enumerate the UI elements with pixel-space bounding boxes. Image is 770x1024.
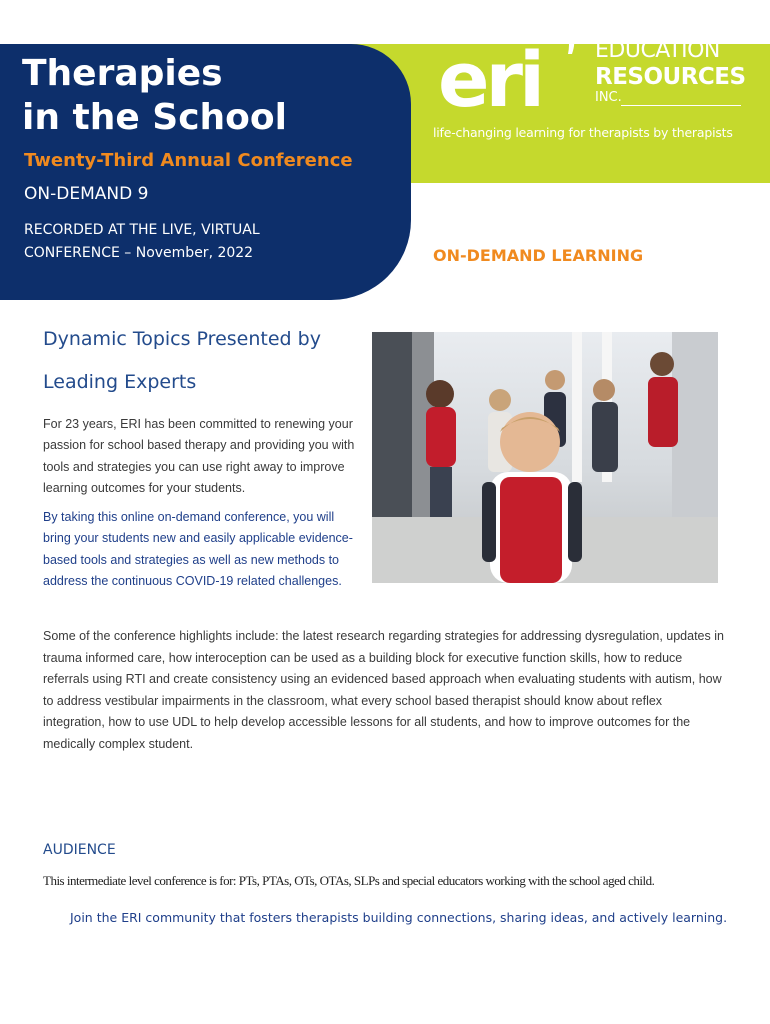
document-title xyxy=(22,52,287,140)
logo-tagline: life-changing learning for therapists by therapists xyxy=(433,125,733,140)
logo-divider xyxy=(621,105,741,106)
heading-line-1: Dynamic Topics Presented by xyxy=(43,328,321,350)
highlights-paragraph: Some of the conference highlights include: the latest research regarding strategies for addressing dysregulation, updates in trauma informed care, how interoception can be used as a building block for executive function skills, how to reduce referrals using RTI and create consistency using an evidenced based approach when evaluating students with autism, how to address vestibular impairments in the classroom, what every school based therapist should know about reflex integration, how to use UDL to help develop accessible lessons for all students, and how to improve outcomes for the medically complex student. xyxy=(43,629,724,751)
join-community-text: Join the ERI community that fosters therapists building connections, sharing ideas, and actively learning. xyxy=(70,910,728,925)
heading-line-2: Leading Experts xyxy=(43,371,197,393)
on-demand-learning-label: ON-DEMAND LEARNING xyxy=(433,246,644,265)
edition-label: ON-DEMAND 9 xyxy=(24,184,149,204)
conference-subtitle: Twenty-Third Annual Conference xyxy=(24,150,353,171)
audience-text: This intermediate level conference is for: PTs, PTAs, OTs, OTAs, SLPs and special educators working with the school aged child. xyxy=(43,873,655,888)
recorded-line-1: RECORDED AT THE LIVE, VIRTUAL xyxy=(24,222,260,238)
recorded-note xyxy=(24,219,324,265)
students-hallway-photo xyxy=(372,332,718,583)
logo-text-education: EDUCATION xyxy=(595,38,720,63)
recorded-line-2: CONFERENCE – November, 2022 xyxy=(24,245,254,261)
person-figure-icon xyxy=(554,16,584,56)
title-line-1: Therapies xyxy=(22,53,223,94)
benefit-paragraph: By taking this online on-demand conference, you will bring your students new and easily applicable evidence-based tools and strategies as well as new methods to address the continuous COVID-19 related challenges. xyxy=(43,510,353,588)
title-line-2: in the School xyxy=(22,97,287,138)
logo-text-inc: INC. xyxy=(595,90,622,105)
logo-mark: eri xyxy=(438,35,542,124)
audience-heading: AUDIENCE xyxy=(43,842,116,858)
intro-paragraph: For 23 years, ERI has been committed to renewing your passion for school based therapy and providing you with tools and strategies you can use right away to improve learning outcomes for your students. xyxy=(43,417,355,495)
logo-text-resources: RESOURCES xyxy=(595,64,746,90)
section-heading xyxy=(43,318,363,404)
